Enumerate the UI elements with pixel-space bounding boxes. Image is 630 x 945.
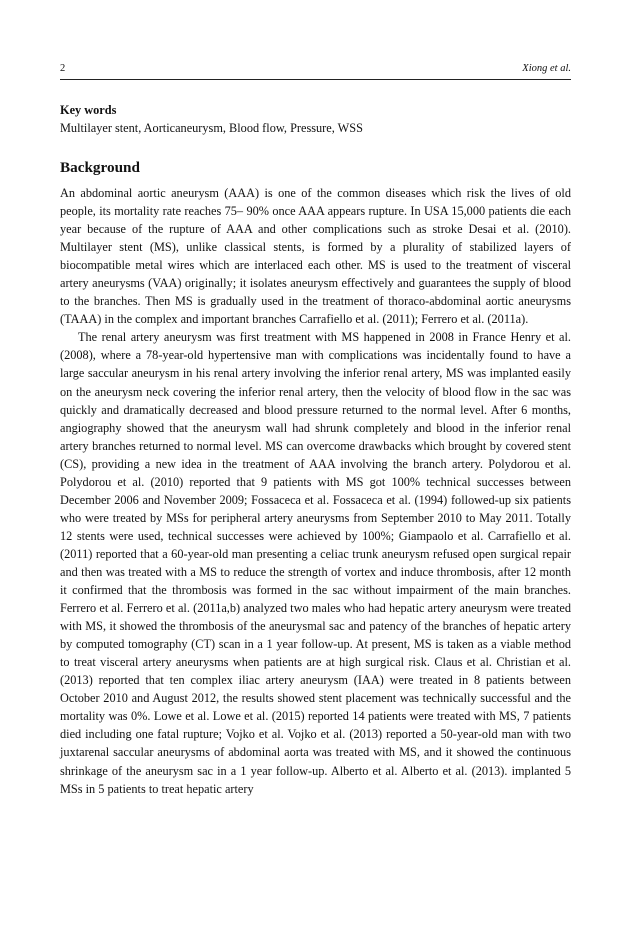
running-header — [60, 63, 571, 80]
page-number: 2 — [60, 63, 66, 74]
paragraph: An abdominal aortic aneurysm (AAA) is one of the common diseases which risk the lives of old people, its mortality rate reaches 75– 90% once AAA appears rupture. In USA 15,000 patients die each year because of the rupture of AAA and other complications such as stroke Desai et al. (2010). Multilayer stent (MS), unlike classical stents, is formed by a plurality of stabilized layers of biocompatible metal wires which are interlaced each other. MS is used to the treatment of visceral artery aneurysms (VAA) originally; it isolates aneurysm effectively and guarantees the supply of blood to the branches. Then MS is gradually used in the treatment of thoraco-abdominal aortic aneurysms (TAAA) in the complex and important branches Carrafiello et al. (2011); Ferrero et al. (2011a). — [60, 186, 571, 327]
running-author: Xiong et al. — [522, 63, 571, 74]
page — [60, 63, 571, 798]
keywords-text: Multilayer stent, Aorticaneurysm, Blood flow, Pressure, WSS — [60, 121, 363, 135]
keywords-heading: Key words — [60, 103, 117, 117]
paragraph: The renal artery aneurysm was first treatment with MS happened in 2008 in France Henry et al. (2008), where a 78-year-old hypertensive man with complications was incidentally found to have a large saccular aneurysm in his renal artery involving the inferior renal artery, MS was implanted easily on the aneurysm neck covering the inferior renal artery, then the velocity of blood flow in the sac was quickly and dramatically decreased and blood pressure returned to the normal level. After 6 months, angiography showed that the aneurysm wall had shrunk completely and blood in the inferior renal artery branches returned to normal level. MS can overcome drawbacks which brought by covered stent (CS), providing a new idea in the treatment of AAA involving the branch artery. Polydorou et al. Polydorou et al. (2010) reported that 9 patients with MS got 100% technical successes between December 2006 and November 2009; Fossaceca et al. Fossaceca et al. (1994) followed-up six patients who were treated by MSs for peripheral artery aneurysms from September 2010 to May 2011. Totally 12 stents were used, technical successes were achieved by 100%; Giampaolo et al. Carrafiello et al. (2011) reported that a 60-year-old man presenting a celiac trunk aneurysm refused open surgical repair and then was treated with a MS to reduce the strength of vortex and induce thrombosis, after 12 month it confirmed that the thrombosis was formed in the sac without impairment of the main branches. Ferrero et al. Ferrero et al. (2011a,b) analyzed two males who had hepatic artery aneurysm were treated with MS, it showed the thrombosis of the aneurysmal sac and patency of the branches of hepatic artery by computed tomography (CT) scan in a 1 year follow-up. At present, MS is taken as a viable method to treat visceral artery aneurysms when patients are at high surgical risk. Claus et al. Christian et al. (2013) reported that ten complex iliac artery aneurysm (IAA) were treated in 8 patients between October 2010 and August 2012, the results showed stent placement was technically successful and the mortality was 0%. Lowe et al. Lowe et al. (2015) reported 14 patients were treated with MS, 7 patients died including one fatal rupture; Vojko et al. Vojko et al. (2013) reported a 50-year-old man with two juxtarenal saccular aneurysms of abdominal aorta was treated with MS, and it showed the continuous shrinkage of the aneurysm sac in a 1 year follow-up. Alberto et al. Alberto et al. (2013). implanted 5 MSs in 5 patients to treat hepatic artery — [60, 330, 571, 796]
section-title: Background — [60, 159, 140, 176]
